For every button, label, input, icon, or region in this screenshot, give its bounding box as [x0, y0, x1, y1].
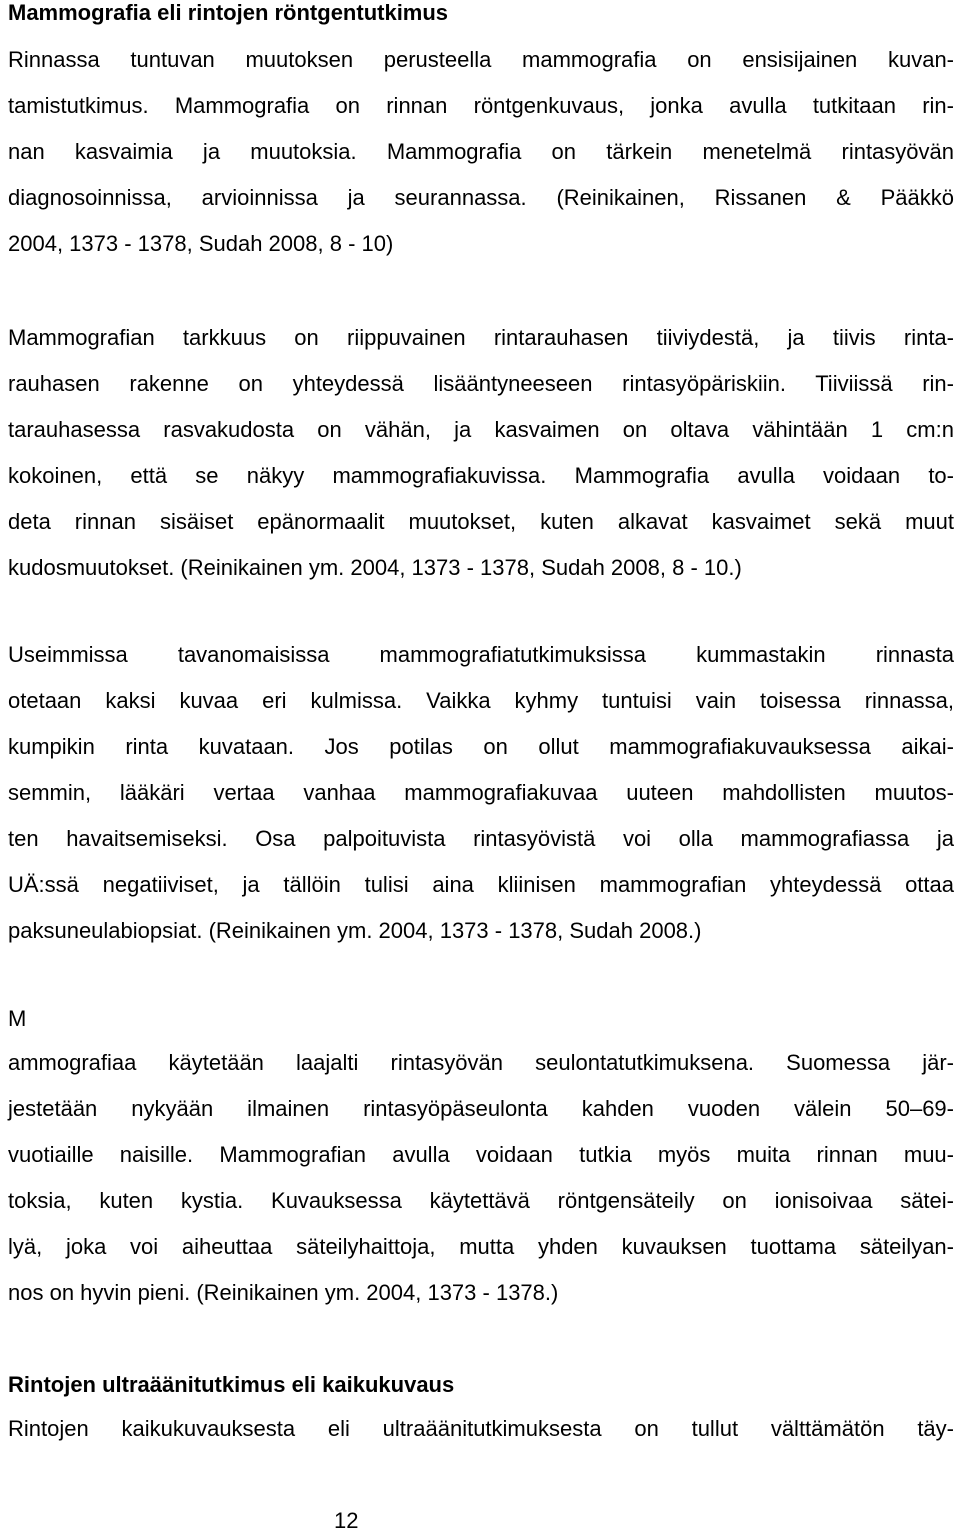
section-heading-ultraaani: Rintojen ultraäänitutkimus eli kaikukuvaus [8, 1372, 455, 1397]
paragraph-line: otetaan kaksi kuvaa eri kulmissa. Vaikka kyhmy tuntuisi vain toisessa rinnassa, [8, 688, 954, 713]
paragraph-line: UÄ:ssä negatiiviset, ja tällöin tulisi aina kliinisen mammografian yhteydessä ottaa [8, 872, 954, 897]
paragraph-line: Useimmissa tavanomaisissa mammografiatutkimuksissa kummastakin rinnasta [8, 642, 954, 667]
paragraph-line: kokoinen, että se näkyy mammografiakuvissa. Mammografia avulla voidaan to- [8, 463, 954, 488]
paragraph-line: vuotiaille naisille. Mammografian avulla voidaan tutkia myös muita rinnan muu- [8, 1142, 954, 1167]
page-number: 12 [334, 1508, 359, 1533]
paragraph-line: nan kasvaimia ja muutoksia. Mammografia on tärkein menetelmä rintasyövän [8, 139, 954, 164]
dropcap-letter: M [8, 1006, 27, 1031]
paragraph-line: kudosmuutokset. (Reinikainen ym. 2004, 1373 - 1378, Sudah 2008, 8 - 10.) [8, 555, 742, 580]
paragraph-4-dropcap [8, 996, 954, 1042]
paragraph-line: tarauhasessa rasvakudosta on vähän, ja kasvaimen on oltava vähintään 1 cm:n [8, 417, 954, 442]
paragraph-line: ammografiaa käytetään laajalti rintasyövän seulontatutkimuksena. Suomessa jär- [8, 1050, 954, 1075]
paragraph-line: deta rinnan sisäiset epänormaalit muutokset, kuten alkavat kasvaimet sekä muut [8, 509, 954, 534]
paragraph-line: kumpikin rinta kuvataan. Jos potilas on ollut mammografiakuvauksessa aikai- [8, 734, 954, 759]
paragraph-1 [8, 37, 954, 267]
paragraph-3 [8, 632, 954, 954]
paragraph-line: jestetään nykyään ilmainen rintasyöpäseulonta kahden vuoden välein 50–69- [8, 1096, 954, 1121]
paragraph-line: Rinnassa tuntuvan muutoksen perusteella mammografia on ensisijainen kuvan- [8, 47, 954, 72]
paragraph-2 [8, 315, 954, 591]
paragraph-line: rauhasen rakenne on yhteydessä lisääntyneeseen rintasyöpäriskiin. Tiiviissä rin- [8, 371, 954, 396]
paragraph-line: lyä, joka voi aiheuttaa säteilyhaittoja, mutta yhden kuvauksen tuottama säteilyan- [8, 1234, 954, 1259]
paragraph-line: paksuneulabiopsiat. (Reinikainen ym. 2004, 1373 - 1378, Sudah 2008.) [8, 918, 702, 943]
paragraph-line: nos on hyvin pieni. (Reinikainen ym. 2004, 1373 - 1378.) [8, 1280, 559, 1305]
paragraph-line: tamistutkimus. Mammografia on rinnan röntgenkuvaus, jonka avulla tutkitaan rin- [8, 93, 954, 118]
paragraph-line: 2004, 1373 - 1378, Sudah 2008, 8 - 10) [8, 231, 394, 256]
paragraph-line: diagnosoinnissa, arvioinnissa ja seurannassa. (Reinikainen, Rissanen & Pääkkö [8, 185, 954, 210]
paragraph-line: toksia, kuten kystia. Kuvauksessa käytettävä röntgensäteily on ionisoivaa sätei- [8, 1188, 954, 1213]
paragraph-line: Mammografian tarkkuus on riippuvainen rintarauhasen tiiviydestä, ja tiivis rinta- [8, 325, 954, 350]
paragraph-5 [8, 1406, 954, 1452]
paragraph-4 [8, 1040, 954, 1316]
section-heading-mammografia: Mammografia eli rintojen röntgentutkimus [8, 0, 449, 25]
paragraph-line: ten havaitsemiseksi. Osa palpoituvista rintasyövistä voi olla mammografiassa ja [8, 826, 954, 851]
paragraph-line: Rintojen kaikukuvauksesta eli ultraäänitutkimuksesta on tullut välttämätön täy- [8, 1416, 954, 1441]
paragraph-line: semmin, lääkäri vertaa vanhaa mammografiakuvaa uuteen mahdollisten muutos- [8, 780, 954, 805]
